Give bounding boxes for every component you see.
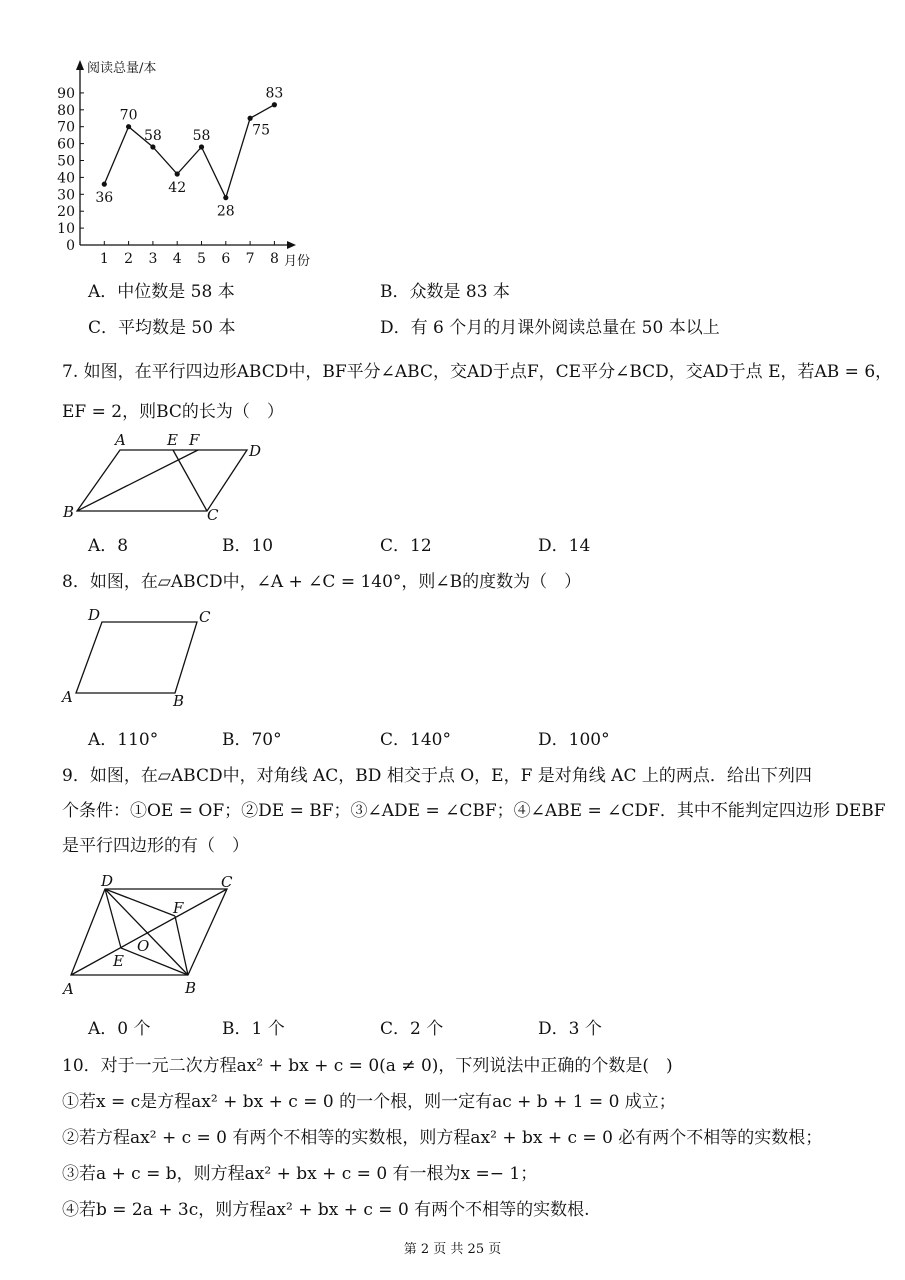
y-tick-label: 70 (57, 119, 75, 136)
q9-stem-line1: 9．如图，在▱ABCD中，对角线 AC，BD 相交于点 O，E，F 是对角线 AC 上的两点．给出下列四 (62, 766, 812, 786)
x-tick-label: 8 (269, 251, 279, 267)
y-tick-label: 10 (57, 221, 75, 238)
data-point (126, 124, 131, 129)
q10-stem: 10．对于一元二次方程ax² + bx + c = 0(a ≠ 0)，下列说法中正确的个数是( ) (62, 1056, 673, 1076)
q7-label-b: B (63, 503, 75, 521)
q9-stem-line2: 个条件：①OE = OF；②DE = BF；③∠ADE = ∠CBF；④∠ABE = ∠CDF．其中不能判定四边形 DEBF (62, 801, 886, 821)
q6-option-c[interactable]: C．平均数是 50 本 (88, 318, 236, 338)
q9-label-e: E (113, 952, 124, 970)
x-tick-label: 6 (221, 251, 231, 267)
x-axis-arrow (287, 241, 296, 249)
q7-abcd-outline (77, 450, 247, 511)
y-tick-label: 30 (57, 187, 75, 204)
q8-option-c[interactable]: C．140° (380, 730, 451, 750)
q6-option-b[interactable]: B．众数是 83 本 (380, 282, 510, 302)
q9-segment-eb (121, 948, 188, 975)
data-label: 58 (143, 127, 162, 144)
reading-line-chart (0, 0, 360, 280)
q7-bisector-ce (173, 450, 207, 511)
page-footer: 第 2 页 共 25 页 (403, 1242, 502, 1257)
q9-label-d: D (101, 872, 114, 890)
q8-parallelogram-figure (55, 600, 235, 715)
q9-option-a[interactable]: A．0 个 (88, 1019, 151, 1039)
q7-stem-line1: 7. 如图，在平行四边形ABCD中，BF平分∠ABC，交AD于点F，CE平分∠BCD，交AD于点 E，若AB = 6， (62, 362, 893, 382)
q9-segment-bf (175, 916, 188, 975)
q9-option-b[interactable]: B．1 个 (222, 1019, 285, 1039)
data-label: 83 (265, 85, 284, 102)
q10-item-1: ①若x = c是方程ax² + bx + c = 0 的一个根，则一定有ac + b + 1 = 0 成立； (62, 1092, 676, 1112)
q7-option-c[interactable]: C．12 (380, 536, 432, 556)
q9-label-a: A (63, 980, 74, 998)
data-label: 58 (192, 127, 211, 144)
q10-item-2: ②若方程ax² + c = 0 有两个不相等的实数根，则方程ax² + bx + c = 0 必有两个不相等的实数根； (62, 1128, 823, 1148)
data-point (248, 116, 253, 121)
y-tick-label: 20 (57, 204, 75, 221)
q8-stem: 8．如图，在▱ABCD中，∠A + ∠C = 140°，则∠B的度数为（ ） (62, 572, 582, 592)
y-tick-label: 50 (57, 153, 75, 170)
data-point (272, 102, 277, 107)
data-point (199, 144, 204, 149)
q8-label-b: B (173, 692, 185, 710)
q8-label-a: A (62, 688, 73, 706)
data-label: 42 (168, 180, 187, 197)
q9-parallelogram-figure (55, 865, 255, 1000)
q9-stem-line3: 是平行四边形的有（ ） (62, 836, 249, 856)
x-tick-label: 7 (245, 251, 255, 267)
y-tick-label: 60 (57, 136, 75, 153)
q8-label-c: C (199, 608, 211, 626)
q7-label-c: C (207, 506, 219, 524)
x-tick-label: 4 (172, 251, 182, 267)
q10-item-4: ④若b = 2a + 3c，则方程ax² + bx + c = 0 有两个不相等的实数根. (62, 1200, 590, 1220)
data-point (102, 182, 107, 187)
q9-label-b: B (185, 979, 197, 997)
y-tick-label: 80 (57, 102, 75, 119)
q7-option-d[interactable]: D．14 (538, 536, 591, 556)
data-label: 70 (119, 107, 138, 124)
y-tick-label: 0 (66, 238, 75, 254)
data-point (175, 171, 180, 176)
x-tick-label: 5 (197, 251, 206, 267)
data-label: 36 (95, 190, 114, 207)
data-label: 75 (252, 122, 271, 139)
q8-option-a[interactable]: A．110° (88, 730, 159, 750)
y-axis-arrow (76, 60, 84, 70)
q6-option-d[interactable]: D．有 6 个月的月课外阅读总量在 50 本以上 (380, 318, 720, 338)
q7-stem-line2: EF = 2，则BC的长为（ ） (62, 402, 284, 422)
x-tick-label: 2 (124, 251, 134, 267)
data-point (150, 144, 155, 149)
q9-label-o: O (137, 937, 150, 955)
q7-label-d: D (249, 442, 262, 460)
data-label: 28 (216, 203, 235, 220)
q9-label-f: F (173, 899, 184, 917)
x-axis-label: 月份 (284, 254, 311, 269)
q8-option-b[interactable]: B．70° (222, 730, 282, 750)
q7-option-b[interactable]: B．10 (222, 536, 274, 556)
q7-parallelogram-figure (55, 425, 285, 525)
y-axis-label: 阅读总量/本 (87, 61, 157, 76)
q9-option-c[interactable]: C．2 个 (380, 1019, 444, 1039)
q7-label-f: F (189, 431, 200, 449)
q6-option-a[interactable]: A．中位数是 58 本 (88, 282, 235, 302)
q7-option-a[interactable]: A．8 (88, 536, 129, 556)
data-point (223, 195, 228, 200)
q7-label-e: E (167, 431, 178, 449)
q7-label-a: A (115, 431, 126, 449)
q10-item-3: ③若a + c = b，则方程ax² + bx + c = 0 有一根为x =− 1； (62, 1164, 538, 1184)
q8-abcd-outline (76, 622, 197, 693)
y-tick-label: 40 (57, 170, 75, 187)
y-tick-label: 90 (57, 85, 75, 102)
q9-label-c: C (221, 873, 233, 891)
x-tick-label: 3 (148, 251, 158, 267)
q8-option-d[interactable]: D．100° (538, 730, 610, 750)
q7-bisector-bf (77, 450, 198, 511)
q8-label-d: D (88, 606, 101, 624)
q9-diagonal-ac (71, 889, 227, 975)
x-tick-label: 1 (99, 251, 109, 267)
q9-option-d[interactable]: D．3 个 (538, 1019, 602, 1039)
q9-segment-fd (105, 889, 175, 916)
